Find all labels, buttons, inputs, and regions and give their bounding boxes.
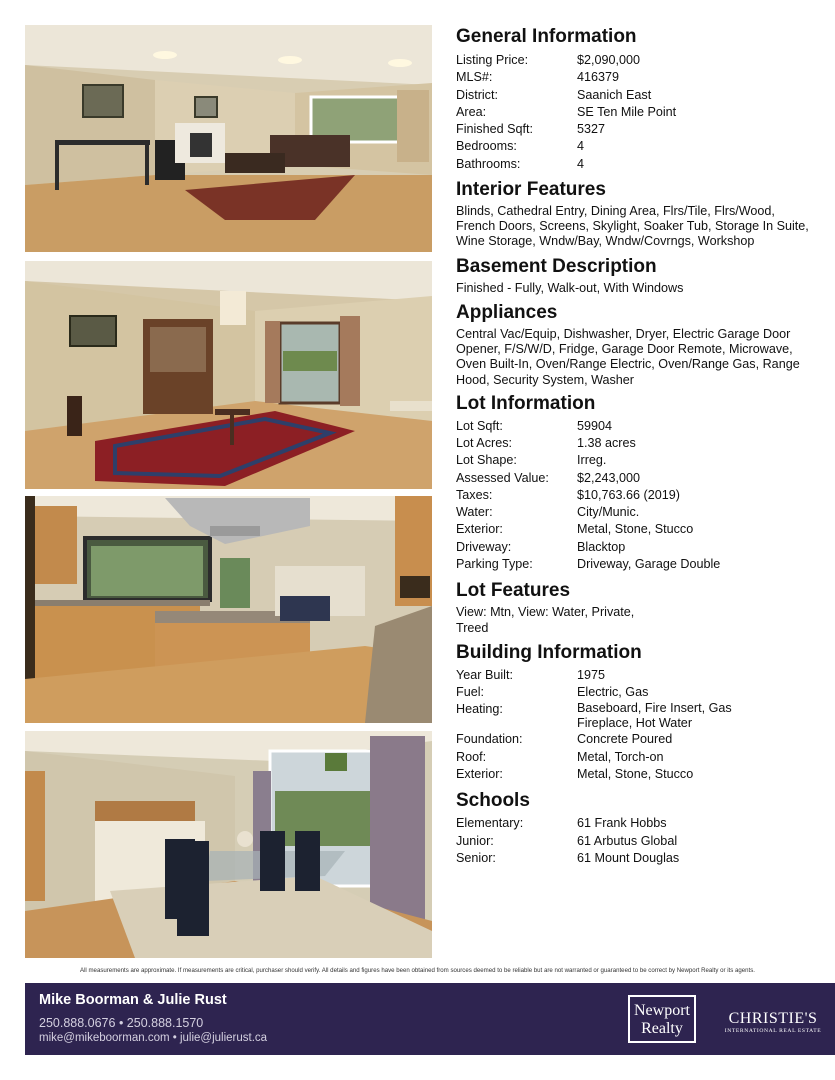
field-label: Listing Price: (456, 53, 529, 67)
appliances-text: Central Vac/Equip, Dishwasher, Dryer, Electric Garage Door Opener, F/S/W/D, Fridge, Garage Door Remote, Microwave, Oven Built-In, Oven/Range Electric, Oven/Range Gas, Range Hood, Security System, Washer (456, 326, 800, 387)
schools-title: Schools (456, 790, 530, 812)
interior-features-text: Blinds, Cathedral Entry, Dining Area, Flrs/Tile, Flrs/Wood, French Doors, Screens, Skylight, Soaker Tub, Storage In Suite, Wine Storage, Wndw/Bay, Wndw/Covrngs, Workshop (456, 204, 809, 249)
lot-features-text: View: Mtn, View: Water, Private, Treed (456, 605, 635, 635)
agent-footer (25, 983, 835, 1055)
field-label: Senior: (456, 850, 496, 865)
field-value: 61 Arbutus Global (577, 833, 678, 848)
living-room-photo (25, 25, 432, 252)
field-value: Driveway, Garage Double (577, 557, 721, 572)
field-value: 61 Mount Douglas (577, 850, 680, 865)
field-label: Finished Sqft: (456, 122, 534, 137)
logo-line: Realty (641, 1020, 683, 1037)
appliances-title: Appliances (456, 301, 558, 323)
field-value: Irreg. (577, 453, 607, 468)
dining-area-photo (25, 261, 432, 489)
field-value: 416379 (577, 70, 620, 85)
field-value: 59904 (577, 418, 613, 433)
field-label: Lot Acres: (456, 436, 513, 450)
field-label: Heating: (456, 702, 503, 717)
field-label: Taxes: (456, 487, 493, 502)
field-label: District: (456, 87, 498, 102)
field-value: 4 (577, 156, 585, 171)
basement-description-title: Basement Description (456, 255, 657, 277)
field-label: Lot Sqft: (456, 418, 503, 433)
agent-phones[interactable]: 250.888.0676 • 250.888.1570 (39, 1016, 204, 1030)
field-value: $10,763.66 (2019) (577, 487, 680, 502)
field-label: Exterior: (456, 766, 503, 781)
field-label: Lot Shape: (456, 453, 517, 468)
field-value: 1.38 acres (577, 436, 636, 450)
basement-description-text: Finished - Fully, Walk-out, With Windows (456, 280, 684, 295)
lot-features-title: Lot Features (456, 580, 571, 602)
field-value: $2,090,000 (577, 53, 641, 67)
field-value: 4 (577, 139, 585, 154)
field-value: 61 Frank Hobbs (577, 816, 667, 831)
field-label: MLS#: (456, 70, 493, 85)
kitchen-photo (25, 496, 432, 723)
logo-line: Newport (634, 1002, 690, 1019)
agent-emails[interactable]: mike@mikeboorman.com • julie@julierust.ca (39, 1032, 268, 1044)
general-information-title: General Information (456, 26, 637, 47)
field-label: Assessed Value: (456, 470, 549, 485)
field-value: Concrete Poured (577, 732, 673, 747)
property-info (456, 25, 816, 867)
building-information-table (456, 667, 816, 783)
field-label: Elementary: (456, 816, 524, 831)
interior-features-title: Interior Features (456, 179, 606, 201)
lot-information-table (456, 418, 816, 574)
field-label: Area: (456, 104, 487, 119)
field-value: Blacktop (577, 539, 626, 554)
field-value: 5327 (577, 122, 606, 137)
dining-room-photo (25, 731, 432, 958)
disclaimer-text: All measurements are approximate. If measurements are critical, purchaser should verify. All details and figures have been obtained from sources deemed to be reliable but are not warranted or guaranteed to be correct by Newport Realty or its agents. (80, 967, 755, 974)
field-value: Metal, Stone, Stucco (577, 522, 694, 537)
lot-information-title: Lot Information (456, 392, 596, 414)
christies-logo (717, 1010, 829, 1034)
field-label: Parking Type: (456, 557, 533, 572)
field-label: Driveway: (456, 539, 512, 554)
field-label: Bathrooms: (456, 156, 521, 171)
general-information-table (456, 52, 816, 173)
field-label: Water: (456, 505, 493, 520)
field-value: City/Munic. (577, 505, 640, 520)
christies-wordmark: CHRISTIE'S (728, 1010, 818, 1027)
field-label: Fuel: (456, 685, 484, 700)
field-label: Roof: (456, 749, 487, 764)
field-label: Year Built: (456, 667, 513, 682)
field-label: Bedrooms: (456, 139, 517, 154)
field-value: Baseboard, Fire Insert, Gas Fireplace, Hot Water (577, 701, 732, 731)
field-value: $2,243,000 (577, 470, 641, 485)
building-information-title: Building Information (456, 641, 642, 663)
newport-realty-logo (628, 995, 696, 1043)
field-value: 1975 (577, 667, 606, 682)
field-value: Metal, Torch-on (577, 749, 664, 764)
field-label: Junior: (456, 833, 494, 848)
agent-names: Mike Boorman & Julie Rust (39, 992, 227, 1008)
field-value: Electric, Gas (577, 685, 649, 700)
christies-tagline: INTERNATIONAL REAL ESTATE (724, 1028, 822, 1034)
field-label: Foundation: (456, 732, 523, 747)
field-value: Saanich East (577, 87, 652, 102)
field-label: Exterior: (456, 522, 503, 537)
schools-table (456, 815, 816, 867)
field-value: SE Ten Mile Point (577, 104, 677, 119)
field-value: Metal, Stone, Stucco (577, 766, 694, 781)
